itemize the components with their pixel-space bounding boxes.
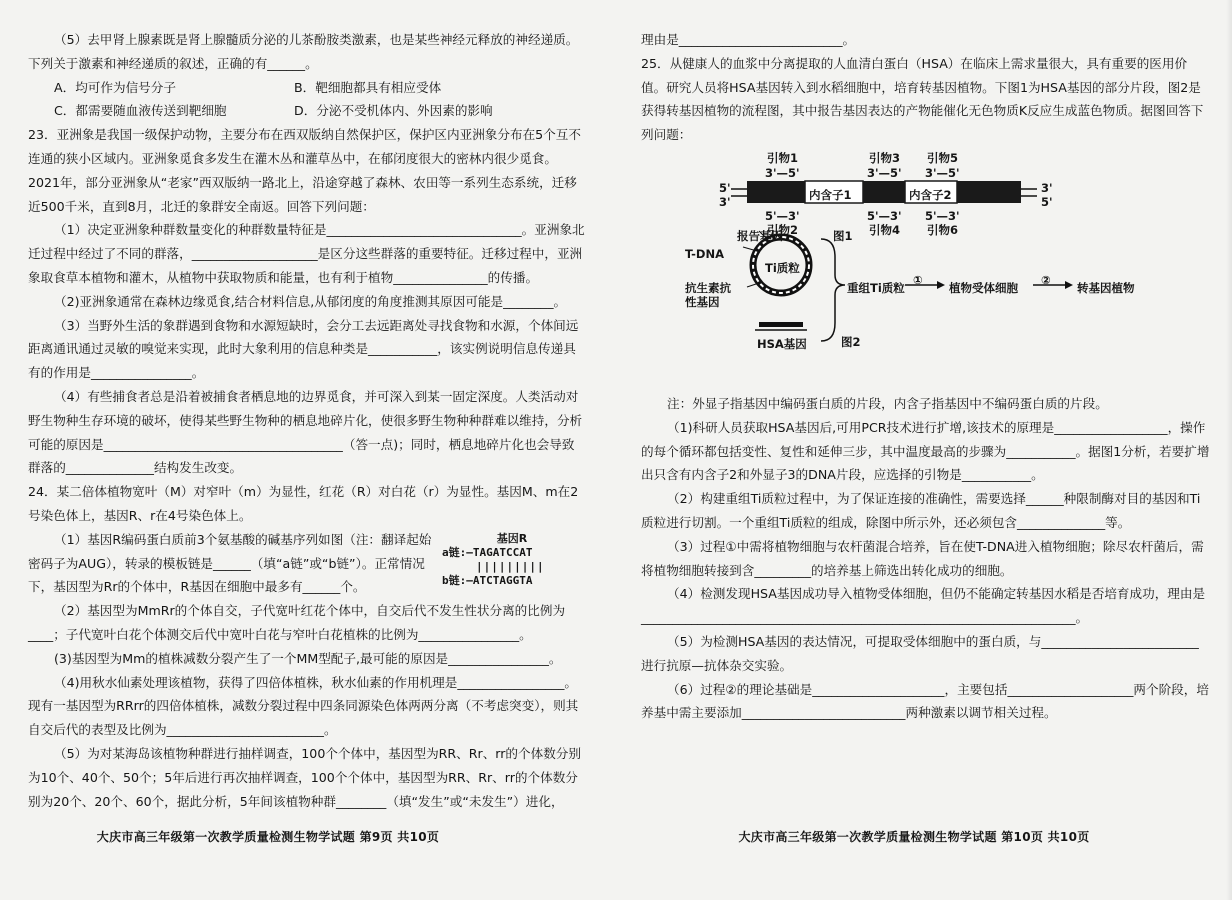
primer-2-label: 引物2 — [767, 222, 799, 237]
q23-stem: 23．亚洲象是我国一级保护动物，主要分布在西双版纳自然保护区，保护区内亚洲象分布在5个互不连通的狭小区域内。亚洲象觅食多发生在灌木丛和灌草丛中，在郁闭度很大的密林内很少觅食。2021年，部分亚洲象从“老家”西双版纳一路北上，沿途穿越了森林、农田等一系列生态系统，迁移近500千米，直到8月，北迁的象群安全南返。回答下列问题： — [28, 127, 581, 214]
q25-part1: （1)科研人员获取HSA基因后,可用PCR技术进行扩增,该技术的原理是__________________，操作的每个循环都包括变性、复性和延伸三步，其中温度最高的步骤为___________。据图1分析，若要扩增出只含有内含子2和外显子3的DNA片段，应选择的引物是___________。 — [641, 419, 1210, 483]
primer-3-label: 引物3 — [869, 150, 901, 165]
reporter-gene-label: 报告基因 — [737, 228, 783, 243]
q24-stem: 24．某二倍体植物宽叶（M）对窄叶（m）为显性，红花（R）对白花（r）为显性。基因M、m在2号染色体上，基因R、r在4号染色体上。 — [28, 484, 579, 523]
top-5-end: 5' — [719, 180, 731, 195]
figures-area — [641, 147, 1231, 392]
q25-part5: （5）为检测HSA基因的表达情况，可提取受体细胞中的蛋白质，与_________________________进行抗原—抗体杂交实验。 — [641, 633, 1199, 673]
page-10-footer: 大庆市高三年级第一次教学质量检测生物学试题 第10页 共10页 — [738, 830, 1090, 844]
option-b: B．靶细胞都具有相应受体 — [294, 79, 442, 95]
intron-1-label: 内含子1 — [809, 187, 852, 202]
antibiotic-resistance-label: 抗生素抗性基因 — [685, 280, 731, 309]
primer-6-direction: 5'—3' — [925, 208, 960, 223]
primer-3-direction: 3'—5' — [867, 165, 902, 180]
step-2-label: ② — [1041, 272, 1051, 287]
q24-part2: （2）基因型为MmRr的个体自交，子代宽叶红花个体中，自交后代不发生性状分离的比例为____；子代宽叶白花个体测交后代中宽叶白花与窄叶白花植株的比例为________________。 — [28, 603, 566, 642]
page-9-footer: 大庆市高三年级第一次教学质量检测生物学试题 第9页 共10页 — [96, 830, 440, 844]
bottom-5-end: 5' — [1041, 194, 1053, 209]
option-d: D．分泌不受机体内、外因素的影响 — [294, 103, 493, 119]
page-9-content — [28, 28, 586, 813]
plant-recipient-cell-label: 植物受体细胞 — [949, 280, 1018, 295]
q23-part2: （2)亚洲象通常在森林边缘觅食,结合材料信息,从郁闭度的角度推测其原因可能是________。 — [54, 293, 567, 309]
transgenic-plant-label: 转基因植物 — [1077, 280, 1135, 295]
q24-part1-block — [28, 528, 586, 599]
ti-plasmid-label: Ti质粒 — [765, 260, 800, 275]
primer-4-label: 引物4 — [869, 222, 901, 237]
q23-part3: （3）当野外生活的象群遇到食物和水源短缺时，会分工去远距离处寻找食物和水源，个体间远距离通讯通过灵敏的嗅觉来实现，此时大象利用的信息种类是___________，该实例说明信息传递具有的作用是________________。 — [28, 317, 579, 381]
primer-1-direction: 3'—5' — [765, 165, 800, 180]
option-a: A．均可作为信号分子 — [54, 79, 176, 95]
q24-part3: (3)基因型为Mm的植株减数分裂产生了一个MM型配子,最可能的原因是________________。 — [54, 650, 562, 666]
q24-part4: （4)用秋水仙素处理该植物，获得了四倍体植株，秋水仙素的作用机理是_________________。现有一基因型为RRrr的四倍体植株，减数分裂过程中四条同源染色体两两分离（不考虑突变），则其自交后代的表型及比例为_________________________。 — [28, 674, 579, 738]
q24-tail: 理由是__________________________。 — [641, 32, 856, 47]
q22-options-row2 — [28, 99, 586, 123]
gene-r-label: 基因R — [496, 531, 528, 545]
q24-part1: （1）基因R编码蛋白质前3个氨基酸的碱基序列如图（注：翻译起始密码子为AUG），转录的模板链是______（填“a链”或“b链”）。正常情况下，基因型为Rr的个体中，R基因在细胞中最多有______个。 — [28, 531, 432, 595]
primer-6-label: 引物6 — [927, 222, 959, 237]
figure-note: 注：外显子指基因中编码蛋白质的片段，内含子指基因中不编码蛋白质的片段。 — [667, 395, 1108, 411]
q22-part5: （5）去甲肾上腺素既是肾上腺髓质分泌的儿茶酚胺类激素，也是某些神经元释放的神经递质。下列关于激素和神经递质的叙述，正确的有______。 — [28, 32, 579, 71]
hsa-gene-label: HSA基因 — [757, 336, 807, 351]
hsa-gene-bar — [759, 322, 803, 327]
q23-part4: （4）有些捕食者总是沿着被捕食者栖息地的边界觅食，并可深入到某一固定深度。人类活动对野生物种生存环境的破坏，使得某些野生物种的栖息地碎片化，使很多野生物种种群难以维持，分析可能的原因是______________________________________（答一点)；同时，栖息地碎片化也会导致群落的______________结构发生改变。 — [28, 388, 583, 476]
a-chain: a链:—TAGATCCAT — [442, 545, 533, 559]
recombinant-plasmid-label: 重组Ti质粒 — [847, 280, 905, 295]
q24-part5: （5）为对某海岛该植物种群进行抽样调查，100个个体中，基因型为RR、Rr、rr的个体数分别为10个、40个、50个；5年后进行再次抽样调查，100个个体中，基因型为RR、Rr、rr的个体数分别为20个、20个、60个，据此分析，5年间该植物种群________（填“发生”或“未发生”）进化， — [28, 745, 581, 809]
page-edge-shadow — [1226, 0, 1232, 900]
primer-5-label: 引物5 — [927, 150, 959, 165]
combine-brace — [821, 239, 845, 341]
primer-1-label: 引物1 — [767, 150, 799, 165]
exon-3 — [957, 181, 1021, 203]
q25-stem: 25．从健康人的血浆中分离提取的人血清白蛋白（HSA）在临床上需求量很大，具有重要的医用价值。研究人员将HSA基因转入到水稻细胞中，培育转基因植物。下图1为HSA基因的部分片段，图2是获得转基因植物的流程图，其中报告基因表达的产物能催化无色物质K反应生成蓝色物质。据图回答下列问题： — [641, 55, 1204, 143]
gene-r-sequence-figure — [442, 532, 582, 592]
option-c: C．都需要随血液传送到靶细胞 — [54, 103, 227, 119]
figure-2-caption: 图2 — [841, 334, 861, 349]
base-pair-ticks: ||||||||| — [476, 559, 545, 573]
figure-1-caption: 图1 — [833, 228, 853, 243]
t-dna-label: T-DNA — [685, 246, 724, 261]
q23-part1: （1）决定亚洲象种群数量变化的种群数量特征是_______________________________。亚洲象北迁过程中经过了不同的群落，____________________是区分这些群落的重要特征。迁移过程中，亚洲象取食草本植物和灌木，从植物中获取物质和能量，也有利于植物_______________的传播。 — [28, 222, 585, 285]
primer-2-direction: 5'—3' — [765, 208, 800, 223]
primer-5-direction: 3'—5' — [925, 165, 960, 180]
bottom-3-end: 3' — [719, 194, 731, 209]
page-10-content — [641, 28, 1210, 725]
page-10 — [616, 0, 1232, 900]
q25-part2: （2）构建重组Ti质粒过程中，为了保证连接的准确性，需要选择______种限制酶对目的基因和Ti质粒进行切割。一个重组Ti质粒的组成，除图中所示外，还必须包含______________等。 — [641, 491, 1201, 530]
q25-part6: （6）过程②的理论基础是_____________________，主要包括____________________两个阶段，培养基中需主要添加__________________________两种激素以调节相关过程。 — [641, 681, 1209, 721]
intron-2-label: 内含子2 — [909, 187, 952, 202]
step-1-label: ① — [913, 272, 923, 287]
b-chain: b链:—ATCTAGGTA — [442, 573, 533, 587]
top-3-end: 3' — [1041, 180, 1053, 195]
q25-part4: （4）检测发现HSA基因成功导入植物受体细胞，但仍不能确定转基因水稻是否培育成功，理由是_____________________________________________________________________。 — [641, 586, 1206, 626]
q22-options-row1 — [28, 76, 586, 100]
q25-part3: （3）过程①中需将植物细胞与农杆菌混合培养，旨在使T-DNA进入植物细胞；除尽农杆菌后，需将植物细胞转接到含_________的培养基上筛选出转化成功的细胞。 — [641, 538, 1204, 578]
primer-4-direction: 5'—3' — [867, 208, 902, 223]
